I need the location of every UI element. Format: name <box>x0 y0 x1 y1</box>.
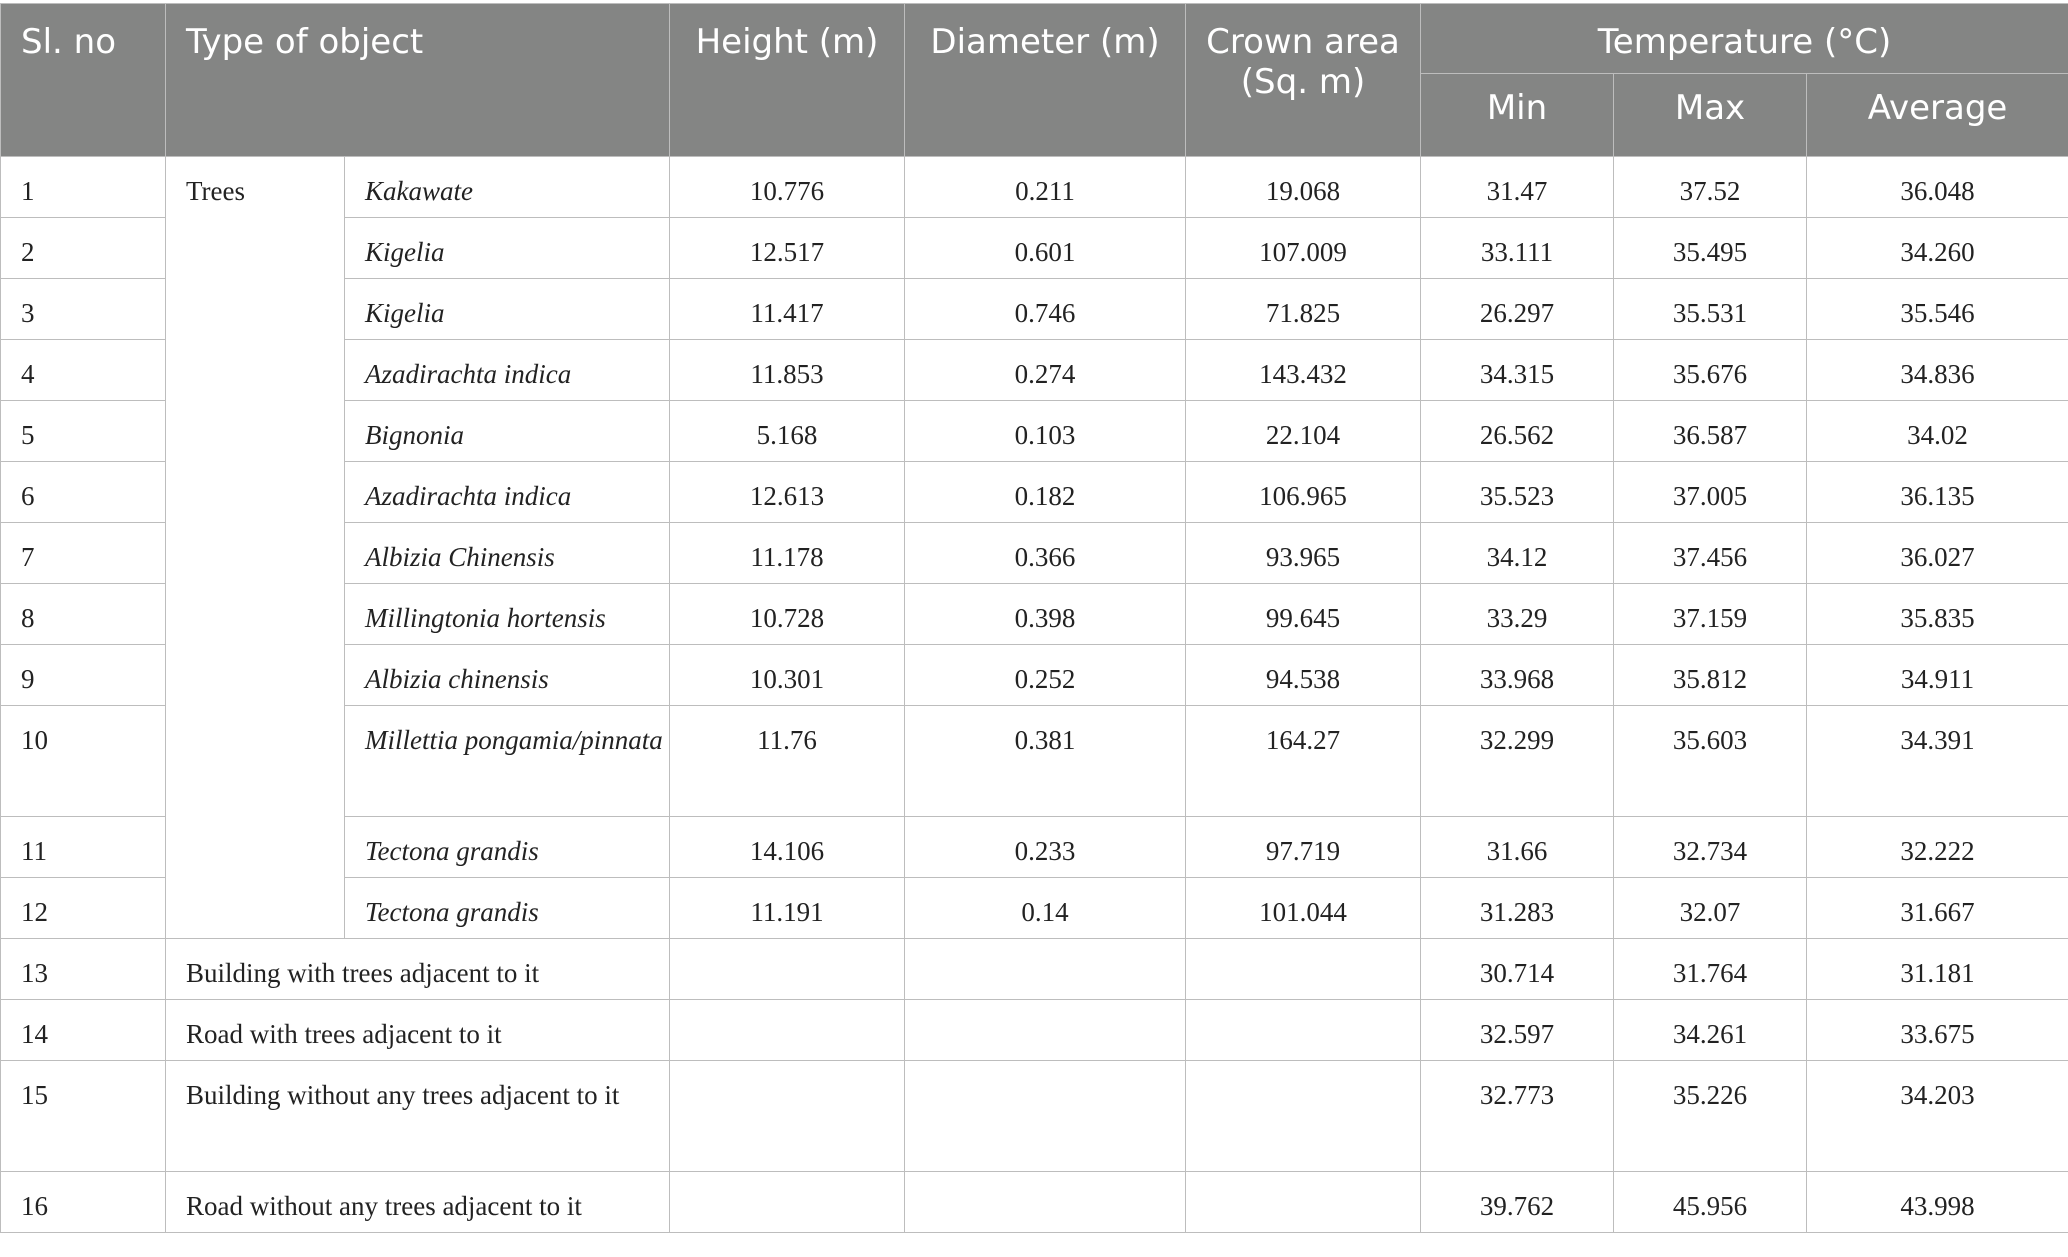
cell-crown-area: 19.068 <box>1186 157 1421 218</box>
cell-temp-max: 35.495 <box>1614 218 1807 279</box>
cell-height: 11.191 <box>670 878 905 939</box>
cell-temp-min: 33.968 <box>1421 645 1614 706</box>
cell-sl-no: 15 <box>1 1061 166 1172</box>
table-row <box>1 939 2068 1000</box>
cell-temp-max: 35.676 <box>1614 340 1807 401</box>
cell-sl-no: 16 <box>1 1172 166 1233</box>
cell-temp-min: 33.29 <box>1421 584 1614 645</box>
cell-temp-average: 43.998 <box>1807 1172 2068 1233</box>
cell-height: 14.106 <box>670 817 905 878</box>
cell-temp-min: 32.597 <box>1421 1000 1614 1061</box>
cell-height-empty <box>670 1000 905 1061</box>
header-type-of-object: Type of object <box>166 4 670 157</box>
cell-diameter: 0.398 <box>905 584 1186 645</box>
cell-temp-max: 45.956 <box>1614 1172 1807 1233</box>
cell-species: Tectona grandis <box>345 817 670 878</box>
cell-diameter-empty <box>905 1061 1186 1172</box>
cell-height: 11.178 <box>670 523 905 584</box>
cell-crown-area: 164.27 <box>1186 706 1421 817</box>
tree-temperature-table <box>0 3 2068 1233</box>
header-sl-no: Sl. no <box>1 4 166 157</box>
cell-diameter: 0.233 <box>905 817 1186 878</box>
cell-sl-no: 10 <box>1 706 166 817</box>
cell-temp-average: 36.135 <box>1807 462 2068 523</box>
cell-temp-min: 34.315 <box>1421 340 1614 401</box>
cell-sl-no: 6 <box>1 462 166 523</box>
table-row <box>1 1061 2068 1172</box>
cell-temp-average: 34.836 <box>1807 340 2068 401</box>
cell-temp-max: 35.812 <box>1614 645 1807 706</box>
cell-temp-min: 39.762 <box>1421 1172 1614 1233</box>
cell-group-trees: Trees <box>166 157 345 939</box>
cell-diameter: 0.601 <box>905 218 1186 279</box>
cell-temp-min: 31.66 <box>1421 817 1614 878</box>
cell-temp-max: 32.734 <box>1614 817 1807 878</box>
cell-diameter: 0.252 <box>905 645 1186 706</box>
cell-temp-max: 31.764 <box>1614 939 1807 1000</box>
cell-diameter-empty <box>905 1000 1186 1061</box>
cell-object: Road with trees adjacent to it <box>166 1000 670 1061</box>
cell-temp-average: 34.02 <box>1807 401 2068 462</box>
cell-crown-area-empty <box>1186 1172 1421 1233</box>
cell-species: Kakawate <box>345 157 670 218</box>
cell-sl-no: 8 <box>1 584 166 645</box>
cell-temp-average: 36.048 <box>1807 157 2068 218</box>
cell-sl-no: 3 <box>1 279 166 340</box>
cell-temp-min: 30.714 <box>1421 939 1614 1000</box>
cell-diameter: 0.103 <box>905 401 1186 462</box>
cell-temp-average: 34.260 <box>1807 218 2068 279</box>
cell-temp-min: 31.283 <box>1421 878 1614 939</box>
cell-sl-no: 13 <box>1 939 166 1000</box>
cell-diameter: 0.14 <box>905 878 1186 939</box>
cell-temp-min: 26.297 <box>1421 279 1614 340</box>
cell-temp-max: 37.005 <box>1614 462 1807 523</box>
cell-height: 5.168 <box>670 401 905 462</box>
cell-crown-area-empty <box>1186 939 1421 1000</box>
cell-temp-max: 32.07 <box>1614 878 1807 939</box>
cell-height: 12.517 <box>670 218 905 279</box>
cell-height-empty <box>670 1172 905 1233</box>
cell-height-empty <box>670 939 905 1000</box>
table-header <box>1 4 2068 157</box>
cell-temp-average: 35.546 <box>1807 279 2068 340</box>
cell-temp-average: 36.027 <box>1807 523 2068 584</box>
cell-sl-no: 11 <box>1 817 166 878</box>
cell-height: 11.76 <box>670 706 905 817</box>
cell-temp-min: 32.773 <box>1421 1061 1614 1172</box>
header-height: Height (m) <box>670 4 905 157</box>
cell-crown-area: 97.719 <box>1186 817 1421 878</box>
cell-temp-average: 34.391 <box>1807 706 2068 817</box>
cell-species: Millingtonia hortensis <box>345 584 670 645</box>
cell-crown-area-empty <box>1186 1000 1421 1061</box>
cell-species: Albizia chinensis <box>345 645 670 706</box>
cell-species: Azadirachta indica <box>345 340 670 401</box>
header-average: Average <box>1807 74 2068 157</box>
cell-temp-average: 31.181 <box>1807 939 2068 1000</box>
header-diameter: Diameter (m) <box>905 4 1186 157</box>
cell-diameter-empty <box>905 939 1186 1000</box>
cell-temp-max: 34.261 <box>1614 1000 1807 1061</box>
table-row <box>1 1172 2068 1233</box>
header-min: Min <box>1421 74 1614 157</box>
cell-temp-max: 37.159 <box>1614 584 1807 645</box>
cell-crown-area: 143.432 <box>1186 340 1421 401</box>
cell-diameter-empty <box>905 1172 1186 1233</box>
cell-sl-no: 7 <box>1 523 166 584</box>
cell-temp-average: 32.222 <box>1807 817 2068 878</box>
header-temperature: Temperature (°C) <box>1421 4 2068 74</box>
cell-species: Millettia pongamia/pinnata <box>345 706 670 817</box>
cell-diameter: 0.381 <box>905 706 1186 817</box>
cell-crown-area-empty <box>1186 1061 1421 1172</box>
table-row <box>1 157 2068 218</box>
cell-crown-area: 107.009 <box>1186 218 1421 279</box>
cell-temp-min: 33.111 <box>1421 218 1614 279</box>
cell-object: Building without any trees adjacent to it <box>166 1061 670 1172</box>
cell-species: Kigelia <box>345 279 670 340</box>
table-body <box>1 157 2068 1233</box>
cell-sl-no: 1 <box>1 157 166 218</box>
cell-height: 10.776 <box>670 157 905 218</box>
cell-temp-min: 26.562 <box>1421 401 1614 462</box>
cell-species: Kigelia <box>345 218 670 279</box>
table-row <box>1 1000 2068 1061</box>
cell-species: Bignonia <box>345 401 670 462</box>
cell-temp-max: 36.587 <box>1614 401 1807 462</box>
cell-diameter: 0.182 <box>905 462 1186 523</box>
cell-temp-max: 35.531 <box>1614 279 1807 340</box>
cell-height: 12.613 <box>670 462 905 523</box>
cell-species: Azadirachta indica <box>345 462 670 523</box>
cell-height: 11.417 <box>670 279 905 340</box>
cell-height: 10.301 <box>670 645 905 706</box>
cell-temp-min: 34.12 <box>1421 523 1614 584</box>
cell-diameter: 0.366 <box>905 523 1186 584</box>
cell-crown-area: 94.538 <box>1186 645 1421 706</box>
cell-diameter: 0.211 <box>905 157 1186 218</box>
cell-crown-area: 71.825 <box>1186 279 1421 340</box>
cell-sl-no: 14 <box>1 1000 166 1061</box>
cell-crown-area: 106.965 <box>1186 462 1421 523</box>
cell-diameter: 0.274 <box>905 340 1186 401</box>
cell-height: 11.853 <box>670 340 905 401</box>
cell-sl-no: 9 <box>1 645 166 706</box>
cell-object: Building with trees adjacent to it <box>166 939 670 1000</box>
cell-crown-area: 101.044 <box>1186 878 1421 939</box>
cell-object: Road without any trees adjacent to it <box>166 1172 670 1233</box>
cell-temp-average: 34.911 <box>1807 645 2068 706</box>
cell-temp-average: 33.675 <box>1807 1000 2068 1061</box>
header-crown-area: Crown area (Sq. m) <box>1186 4 1421 157</box>
cell-height-empty <box>670 1061 905 1172</box>
cell-temp-max: 37.52 <box>1614 157 1807 218</box>
cell-sl-no: 12 <box>1 878 166 939</box>
cell-temp-average: 35.835 <box>1807 584 2068 645</box>
cell-crown-area: 93.965 <box>1186 523 1421 584</box>
cell-sl-no: 2 <box>1 218 166 279</box>
header-max: Max <box>1614 74 1807 157</box>
cell-crown-area: 99.645 <box>1186 584 1421 645</box>
cell-sl-no: 4 <box>1 340 166 401</box>
cell-sl-no: 5 <box>1 401 166 462</box>
cell-temp-max: 35.226 <box>1614 1061 1807 1172</box>
cell-species: Tectona grandis <box>345 878 670 939</box>
cell-temp-average: 34.203 <box>1807 1061 2068 1172</box>
cell-temp-min: 35.523 <box>1421 462 1614 523</box>
cell-height: 10.728 <box>670 584 905 645</box>
cell-species: Albizia Chinensis <box>345 523 670 584</box>
cell-diameter: 0.746 <box>905 279 1186 340</box>
cell-crown-area: 22.104 <box>1186 401 1421 462</box>
cell-temp-max: 35.603 <box>1614 706 1807 817</box>
cell-temp-min: 31.47 <box>1421 157 1614 218</box>
cell-temp-min: 32.299 <box>1421 706 1614 817</box>
cell-temp-average: 31.667 <box>1807 878 2068 939</box>
cell-temp-max: 37.456 <box>1614 523 1807 584</box>
